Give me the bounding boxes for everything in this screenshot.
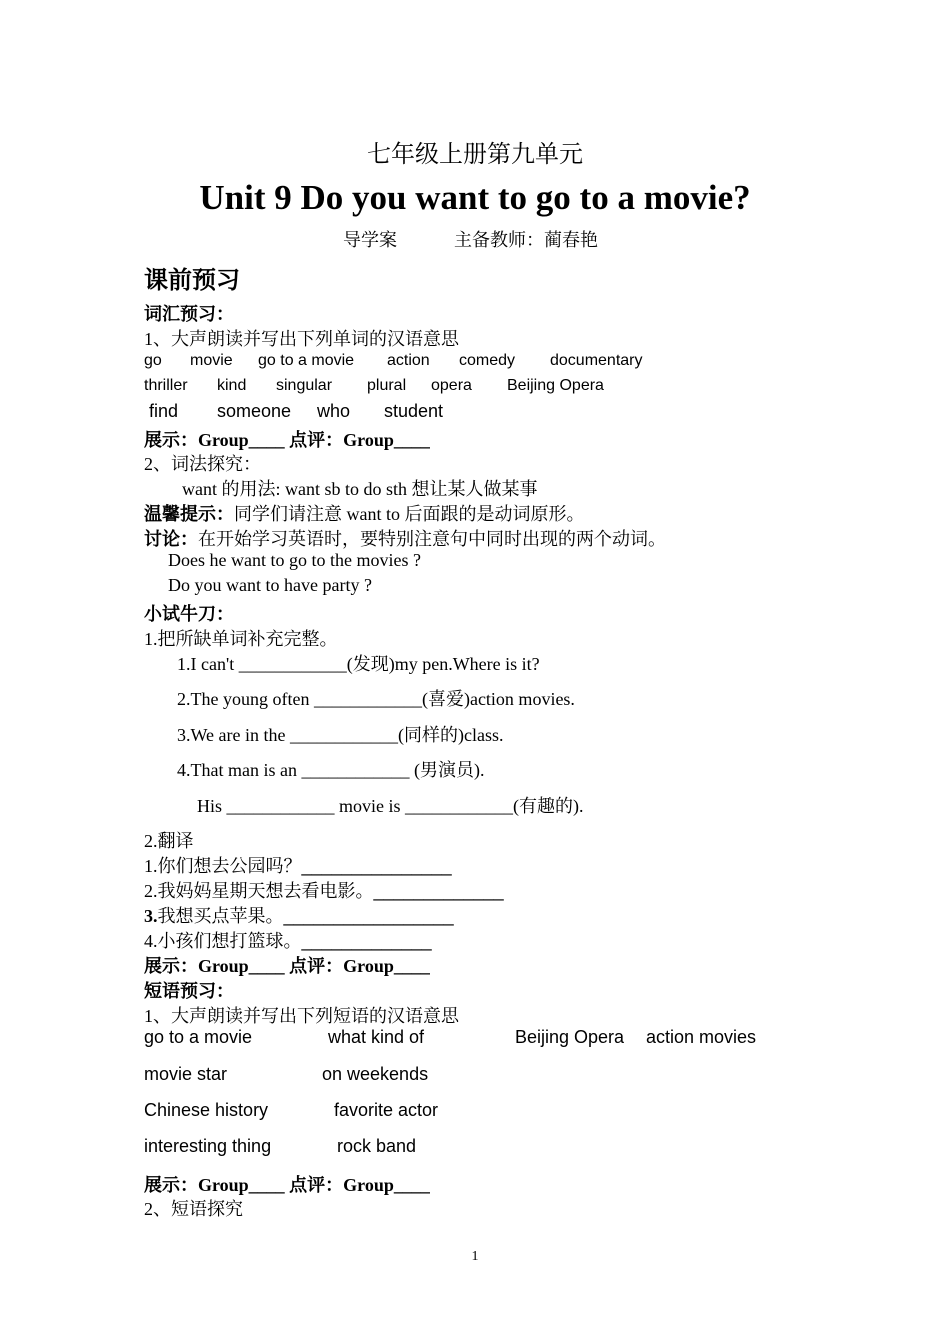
vocab-word: action (387, 352, 430, 369)
phrase: action movies (646, 1027, 757, 1047)
tip-label: 温馨提示： (144, 504, 234, 524)
vocab-word: Beijing Opera (507, 377, 604, 394)
phrase: rock band (337, 1136, 417, 1156)
phrase: movie star (144, 1064, 228, 1084)
vocab-heading: 词汇预习： (144, 304, 234, 324)
vocab-word: comedy (459, 352, 516, 369)
phrase: favorite actor (334, 1100, 439, 1120)
fill-item: 4.That man is an ____________ (男演员). (177, 760, 485, 780)
vocab-word: go to a movie (258, 352, 355, 369)
phrase: interesting thing (144, 1136, 272, 1156)
discuss-label: 讨论： (144, 529, 198, 549)
section-title: 课前预习 (144, 266, 240, 294)
vocab-instruction: 1、大声朗读并写出下列单词的汉语意思 (144, 329, 459, 349)
vocab-word: movie (190, 352, 233, 369)
phrase: Chinese history (144, 1100, 269, 1120)
discuss-line (144, 525, 666, 551)
fill-item: His ____________ movie is ____________(有趣的). (197, 796, 584, 816)
practice-heading: 小试牛刀： (144, 604, 234, 624)
vocab-word: who (317, 401, 351, 421)
fill-instruction: 1.把所缺单词补充完整。 (144, 629, 338, 649)
phrase: Beijing Opera (515, 1027, 625, 1047)
vocab-word: someone (217, 401, 292, 421)
guide-label: 导学案 (343, 230, 397, 250)
vocab-word: kind (217, 377, 247, 394)
translate-instruction: 2.翻译 (144, 831, 194, 851)
vocab-word: singular (276, 377, 333, 394)
phrase: what kind of (328, 1027, 425, 1047)
fill-item: 1.I can't ____________(发现)my pen.Where is it? (177, 654, 540, 674)
document-subtitle: 七年级上册第九单元 (367, 142, 583, 168)
phrases-instruction: 1、大声朗读并写出下列短语的汉语意思 (144, 1006, 459, 1026)
discuss-text: 在开始学习英语时，要特别注意句中同时出现的两个动词。 (198, 529, 666, 549)
show-review-line: 展示：Group____ 点评：Group____ (144, 430, 430, 450)
vocab-word: go (144, 352, 162, 369)
vocab-word: opera (431, 377, 472, 394)
translate-item: 4.小孩们想打篮球。_____________ (144, 931, 432, 951)
page-number: 1 (471, 1249, 479, 1264)
document-title: Unit 9 Do you want to go to a movie? (199, 178, 751, 217)
usage-heading: 2、词法探究： (144, 454, 261, 474)
vocab-word: student (384, 401, 444, 421)
vocab-word: documentary (550, 352, 643, 369)
translate-item: 2.我妈妈星期天想去看电影。_____________ (144, 881, 504, 901)
example-sentence: Do you want to have party ? (168, 575, 372, 595)
fill-item: 2.The young often ____________(喜爱)action movies. (177, 689, 575, 709)
usage-line: want 的用法: want sb to do sth 想让某人做某事 (182, 479, 538, 499)
translate-item: 3.我想买点苹果。_________________ (144, 906, 454, 926)
example-sentence: Does he want to go to the movies ? (168, 550, 421, 570)
show-review-line: 展示：Group____ 点评：Group____ (144, 1175, 430, 1195)
phrases-heading: 短语预习： (144, 981, 234, 1001)
fill-item: 3.We are in the ____________(同样的)class. (177, 725, 504, 745)
phrase: on weekends (322, 1064, 429, 1084)
tip-line (144, 500, 585, 526)
phrase: go to a movie (144, 1027, 253, 1047)
vocab-word: plural (367, 377, 407, 394)
phrase-study-heading: 2、短语探究 (144, 1199, 243, 1219)
tip-text: 同学们请注意 want to 后面跟的是动词原形。 (234, 504, 585, 524)
show-review-line: 展示：Group____ 点评：Group____ (144, 956, 430, 976)
teacher-label: 主备教师：蔺春艳 (454, 230, 598, 250)
vocab-word: thriller (144, 377, 188, 394)
translate-item: 1.你们想去公园吗？_______________ (144, 856, 452, 876)
vocab-word: find (149, 401, 179, 421)
